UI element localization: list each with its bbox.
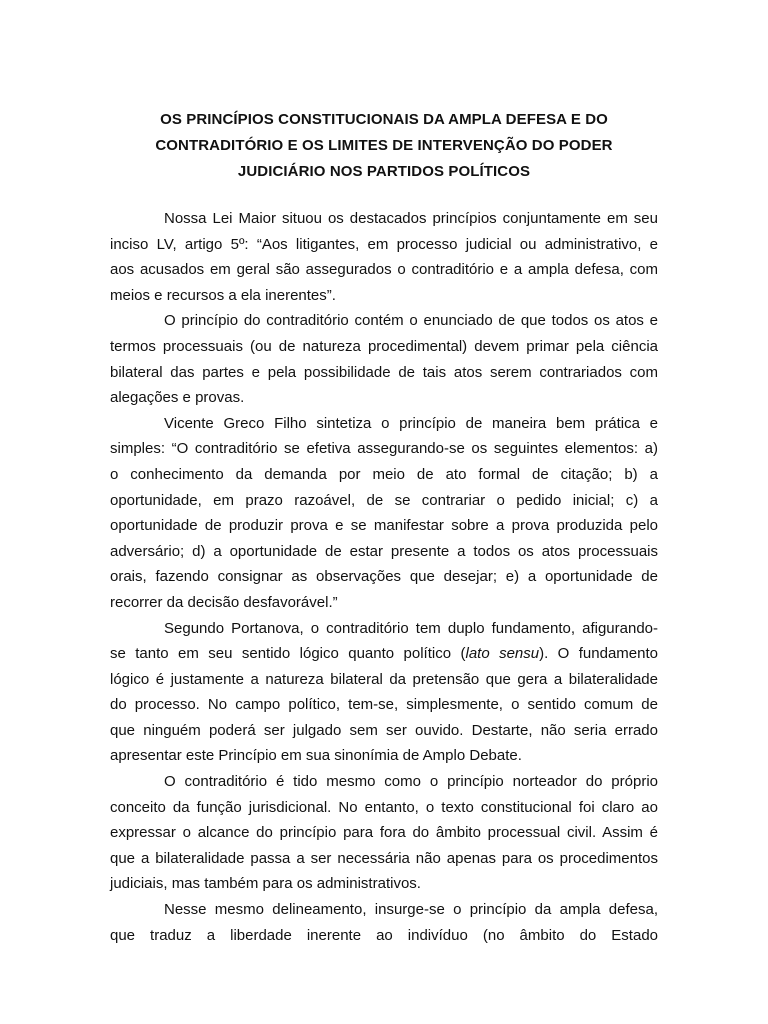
text-line: alegações e provas.: [110, 389, 245, 407]
text-segment: ). O fundamento: [539, 645, 658, 663]
paragraph-6: [110, 897, 658, 948]
text-line: termos processuais (ou de natureza procedimental) devem primar pela ciência: [110, 337, 658, 355]
document-body: [110, 206, 658, 948]
text-line: oportunidade de produzir prova e se manifestar sobre a prova produzida pelo: [110, 517, 658, 535]
text-line: bilateral das partes e pela possibilidade de tais atos serem contrariados com: [110, 363, 658, 381]
title-line: CONTRADITÓRIO E OS LIMITES DE INTERVENÇÃO DO PODER: [155, 137, 613, 154]
text-line: que traduz a liberdade inerente ao indivíduo (no âmbito do Estado: [110, 926, 658, 944]
text-line: que ninguém poderá ser julgado sem ser ouvido. Destarte, não seria errado: [110, 721, 658, 739]
italic-term: lato sensu: [465, 645, 540, 663]
text-line: simples: “O contraditório se efetiva assegurando-se os seguintes elementos: a): [110, 440, 658, 458]
text-line: do processo. No campo político, tem-se, simplesmente, o sentido comum de: [110, 696, 658, 714]
paragraph-5: [110, 769, 658, 897]
text-line: conceito da função jurisdicional. No entanto, o texto constitucional foi claro ao: [110, 798, 658, 816]
text-line: recorrer da decisão desfavorável.”: [110, 593, 338, 611]
text-line: Segundo Portanova, o contraditório tem duplo fundamento, afigurando-: [164, 619, 658, 637]
title-line: JUDICIÁRIO NOS PARTIDOS POLÍTICOS: [237, 163, 531, 180]
text-line: aos acusados em geral são assegurados o contraditório e a ampla defesa, com: [110, 261, 658, 279]
title-line: OS PRINCÍPIOS CONSTITUCIONAIS DA AMPLA DEFESA E DO: [160, 111, 608, 128]
paragraph-1: [110, 206, 658, 308]
text-line: O contraditório é tido mesmo como o princípio norteador do próprio: [164, 773, 658, 791]
text-line: apresentar este Princípio em sua sinonímia de Amplo Debate.: [110, 747, 522, 765]
text-line: judiciais, mas também para os administrativos.: [110, 875, 421, 893]
text-line: Nossa Lei Maior situou os destacados princípios conjuntamente em seu: [164, 210, 658, 227]
text-line: o conhecimento da demanda por meio de ato formal de citação; b) a: [110, 465, 658, 483]
text-segment: se tanto em seu sentido lógico quanto político (: [110, 645, 466, 663]
text-line: lógico é justamente a natureza bilateral da pretensão que gera a bilateralidade: [110, 670, 658, 688]
text-line: adversário; d) a oportunidade de estar presente a todos os atos processuais: [110, 542, 658, 560]
paragraph-4: [110, 616, 658, 770]
text-line: Vicente Greco Filho sintetiza o princípio de maneira bem prática e: [164, 414, 658, 432]
text-line-mixed: [110, 641, 658, 667]
text-line: meios e recursos a ela inerentes”.: [110, 286, 336, 304]
text-line: orais, fazendo consignar as observações que desejar; e) a oportunidade de: [110, 568, 658, 586]
text-line: inciso LV, artigo 5º: “Aos litigantes, em processo judicial ou administrativo, e: [110, 235, 658, 253]
text-line: oportunidade, em prazo razoável, de se contrariar o pedido inicial; c) a: [110, 491, 658, 509]
text-line: que a bilateralidade passa a ser necessária não apenas para os procedimentos: [110, 849, 658, 867]
paragraph-3: [110, 411, 658, 616]
paragraph-2: [110, 308, 658, 410]
text-line: expressar o alcance do princípio para fora do âmbito processual civil. Assim é: [110, 824, 658, 842]
text-line: O princípio do contraditório contém o enunciado de que todos os atos e: [164, 312, 658, 330]
text-line: Nesse mesmo delineamento, insurge-se o princípio da ampla defesa,: [164, 901, 658, 919]
document-title: [110, 107, 658, 185]
